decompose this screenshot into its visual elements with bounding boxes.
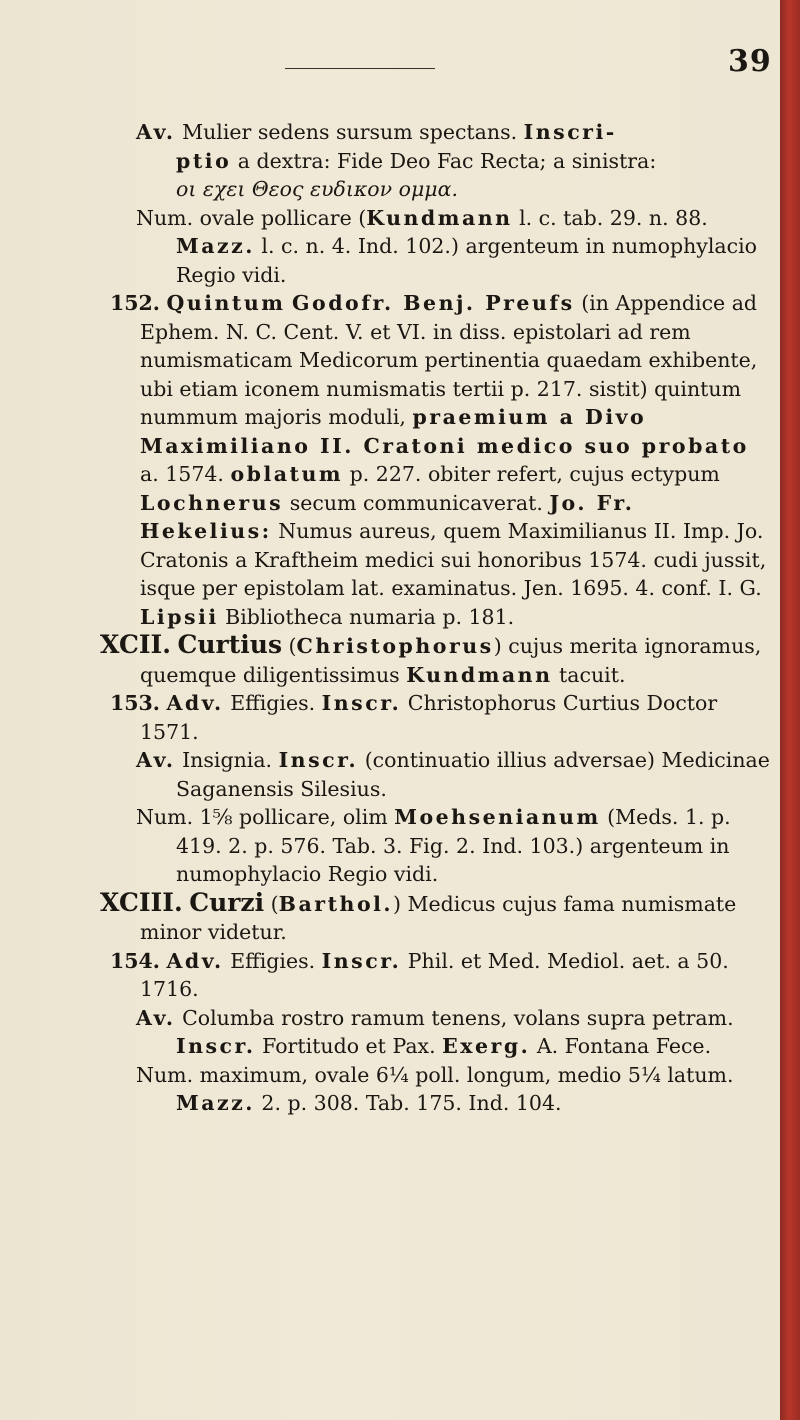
entry-151-reverse: Av. Mulier sedens sursum spectans. Inscri- ptio a dextra: Fide Deo Fac Recta; a sinistra: οι εχει Θεος ευδικον ομμα.	[136, 120, 657, 201]
heading-xciii-curzi: XCIII. Curzi (Barthol.) Medicus cujus fama numismate minor videtur.	[100, 887, 737, 944]
entry-151-description: Num. ovale pollicare (Kundmann l. c. tab. 29. n. 88. Mazz. l. c. n. 4. Ind. 102.) argenteum in numophylacio Regio vidi.	[136, 205, 758, 287]
entry-154: 154. Adv. Effigies. Inscr. Phil. et Med. Mediol. aet. a 50. 1716.	[110, 948, 729, 1001]
entry-153: 153. Adv. Effigies. Inscr. Christophorus Curtius Doctor 1571.	[110, 691, 718, 744]
red-page-edge	[780, 0, 800, 1420]
greek-inscription: οι εχει Θεος ευδικον ομμα.	[176, 177, 458, 201]
page-number: 39	[728, 44, 772, 79]
entry-154-reverse: Av. Columba rostro ramum tenens, volans supra petram. Inscr. Fortitudo et Pax. Exerg. A. Fontana Fece.	[136, 1005, 734, 1058]
entry-153-description: Num. 1⅝ pollicare, olim Moehsenianum (Meds. 1. p. 419. 2. p. 576. Tab. 3. Fig. 2. Ind. 103.) argenteum in numophylacio Regio vidi.	[136, 805, 731, 886]
entry-154-description: Num. maximum, ovale 6¼ poll. longum, medio 5¼ latum. Mazz. 2. p. 308. Tab. 175. Ind. 104.	[136, 1062, 734, 1115]
entry-152: 152. Quintum Godofr. Benj. Preufs (in Appendice ad Ephem. N. C. Cent. V. et VI. in diss. epistolari ad rem numismaticam Medicorum pertinentia quaedam exhibente, ubi etiam iconem numismatis tertii p. 217. sistit) quintum nummum majoris moduli, praemium a Divo Maximiliano II. Cratoni medico suo probato a. 1574. oblatum p. 227. obiter refert, cujus ectypum Lochnerus secum communicaverat. Jo. Fr. Hekelius: Numus aureus, quem Maximilianus II. Imp. Jo. Cratonis a Kraftheim medici sui honoribus 1574. cudi jussit, isque per epistolam lat. examinatus. Jen. 1695. 4. conf. I. G. Lipsii Bibliotheca numaria p. 181.	[110, 291, 767, 629]
entry-153-reverse: Av. Insignia. Inscr. (continuatio illius adversae) Medicinae Saganensis Silesius.	[136, 748, 770, 801]
heading-xcii-curtius: XCII. Curtius (Christophorus) cujus merita ignoramus, quemque diligentissimus Kundmann tacuit.	[100, 630, 762, 687]
header-rule	[285, 68, 435, 69]
page-text	[100, 118, 770, 1118]
